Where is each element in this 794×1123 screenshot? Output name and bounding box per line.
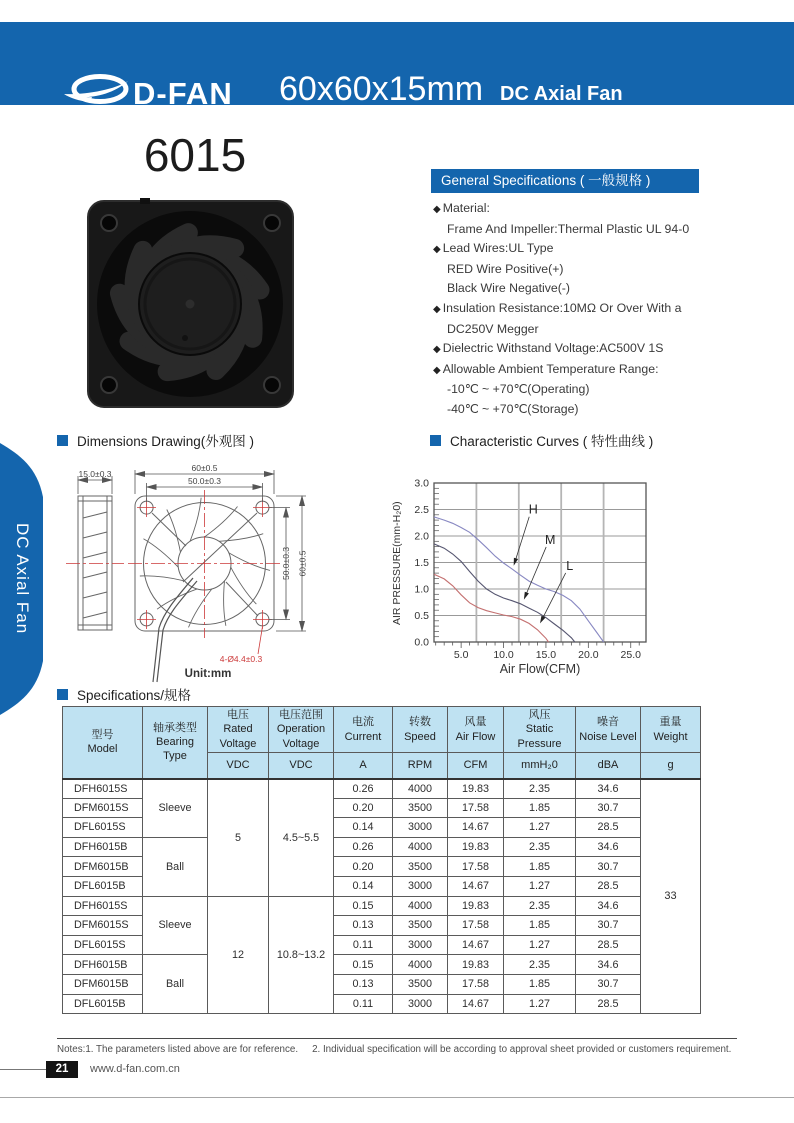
column-header: 噪音 Noise Level (576, 707, 641, 753)
rated-voltage-cell: 5 (208, 779, 269, 897)
value-cell: 1.85 (504, 916, 576, 936)
value-cell: 3500 (393, 916, 448, 936)
bearing-cell: Sleeve (143, 779, 208, 838)
value-cell: 0.15 (334, 955, 393, 975)
value-cell: 1.27 (504, 876, 576, 896)
column-unit: A (334, 753, 393, 779)
specifications-heading: Specifications/规格 (57, 684, 191, 704)
header-bar (0, 22, 794, 111)
weight-cell: 33 (641, 779, 701, 1014)
value-cell: 0.13 (334, 916, 393, 936)
column-header: 重量 Weight (641, 707, 701, 753)
column-header: 电压 Rated Voltage (208, 707, 269, 753)
value-cell: 34.6 (576, 896, 641, 916)
column-header: 电压范围 Operation Voltage (269, 707, 334, 753)
dim-hole-pitch-v-label: 50.0±0.3 (281, 546, 291, 581)
model-cell: DFH6015S (63, 896, 143, 916)
value-cell: 17.58 (448, 974, 504, 994)
value-cell: 17.58 (448, 857, 504, 877)
value-cell: 34.6 (576, 779, 641, 799)
blue-square-icon (57, 689, 68, 700)
value-cell: 4000 (393, 955, 448, 975)
svg-text:15.0: 15.0 (535, 649, 557, 661)
column-unit: VDC (208, 753, 269, 779)
column-header: 轴承类型 Bearing Type (143, 707, 208, 779)
value-cell: 4000 (393, 896, 448, 916)
dimensions-drawing (58, 450, 398, 685)
value-cell: 3500 (393, 974, 448, 994)
dim-depth-label: 15.0±0.3 (78, 469, 112, 479)
value-cell: 19.83 (448, 896, 504, 916)
general-specs-heading: General Specifications ( 一般规格 ) (431, 169, 699, 193)
value-cell: 3000 (393, 935, 448, 955)
value-cell: 3000 (393, 876, 448, 896)
value-cell: 2.35 (504, 837, 576, 857)
table-row (63, 896, 701, 916)
brand-name: D-FAN (133, 76, 233, 111)
value-cell: 1.27 (504, 994, 576, 1014)
general-specs-list (432, 199, 777, 420)
bearing-cell: Ball (143, 837, 208, 896)
dfan-logo-icon (62, 71, 132, 107)
product-type-label: DC Axial Fan (500, 83, 623, 105)
characteristic-curves-chart (391, 471, 676, 686)
value-cell: 0.11 (334, 994, 393, 1014)
value-cell: 14.67 (448, 876, 504, 896)
model-cell: DFH6015B (63, 955, 143, 975)
spec-line: RED Wire Positive(+) (447, 261, 564, 276)
column-header: 风量 Air Flow (448, 707, 504, 753)
blue-square-icon (57, 435, 68, 446)
svg-text:3.0: 3.0 (414, 477, 429, 490)
svg-text:0.0: 0.0 (414, 636, 429, 649)
column-unit: CFM (448, 753, 504, 779)
column-unit: g (641, 753, 701, 779)
spec-line: ◆ Dielectric Withstand Voltage:AC500V 1S (433, 341, 664, 356)
model-cell: DFL6015S (63, 818, 143, 838)
column-unit: VDC (269, 753, 334, 779)
value-cell: 17.58 (448, 916, 504, 936)
value-cell: 0.13 (334, 974, 393, 994)
svg-text:10.0: 10.0 (493, 649, 514, 661)
notes-text: Notes:1. The parameters listed above are for reference. 2. Individual specification will be according to approval sheet provided or customers requirement. (57, 1044, 732, 1055)
curves-heading: Characteristic Curves ( 特性曲线 ) (430, 430, 653, 450)
value-cell: 0.15 (334, 896, 393, 916)
value-cell: 28.5 (576, 818, 641, 838)
dim-outer-height-label: 60±0.5 (297, 550, 308, 577)
value-cell: 3000 (393, 818, 448, 838)
model-cell: DFL6015S (63, 935, 143, 955)
bearing-cell: Ball (143, 955, 208, 1014)
value-cell: 30.7 (576, 974, 641, 994)
table-row (63, 955, 701, 975)
diamond-bullet-icon: ◆ (433, 303, 441, 315)
curve-L (434, 574, 549, 642)
curve-label-L: L (566, 558, 574, 573)
column-header: 型号 Model (63, 707, 143, 779)
rated-voltage-cell: 12 (208, 896, 269, 1014)
spec-line: ◆ Material: (433, 201, 490, 215)
svg-text:1.0: 1.0 (414, 583, 429, 596)
dim-mounting-holes-label: 4-Ø4.4±0.3 (219, 654, 263, 664)
bearing-cell: Sleeve (143, 896, 208, 955)
value-cell: 2.35 (504, 779, 576, 799)
value-cell: 0.20 (334, 798, 393, 818)
svg-text:2.0: 2.0 (414, 530, 429, 543)
page-number-dash (0, 1069, 46, 1070)
diamond-bullet-icon: ◆ (433, 204, 441, 215)
spec-line: ◆ Allowable Ambient Temperature Range: (433, 361, 659, 376)
value-cell: 30.7 (576, 857, 641, 877)
svg-text:0.5: 0.5 (414, 610, 429, 622)
svg-text:1.5: 1.5 (414, 557, 429, 569)
chart-y-axis-label: AIR PRESSURE(mm-H₂0) (391, 501, 403, 625)
model-cell: DFM6015S (63, 798, 143, 818)
diamond-bullet-icon: ◆ (433, 244, 441, 256)
table-row (63, 837, 701, 857)
value-cell: 0.14 (334, 818, 393, 838)
curve-M (434, 544, 575, 642)
value-cell: 4000 (393, 837, 448, 857)
svg-text:2.5: 2.5 (414, 504, 429, 516)
model-cell: DFL6015B (63, 994, 143, 1014)
value-cell: 19.83 (448, 837, 504, 857)
value-cell: 34.6 (576, 955, 641, 975)
value-cell: 0.26 (334, 837, 393, 857)
value-cell: 3000 (393, 994, 448, 1014)
model-cell: DFL6015B (63, 876, 143, 896)
column-unit: RPM (393, 753, 448, 779)
bottom-divider (0, 1097, 794, 1098)
value-cell: 4000 (393, 779, 448, 799)
model-cell: DFH6015B (63, 837, 143, 857)
notes-divider (57, 1038, 737, 1039)
spec-line: ◆ Insulation Resistance:10MΩ Or Over With a (433, 300, 682, 315)
value-cell: 19.83 (448, 955, 504, 975)
operation-voltage-cell: 10.8~13.2 (269, 896, 334, 1014)
spec-line: -40℃ ~ +70℃(Storage) (447, 401, 579, 416)
column-header: 风压 Static Pressure (504, 707, 576, 753)
value-cell: 28.5 (576, 935, 641, 955)
value-cell: 0.14 (334, 876, 393, 896)
column-header: 电流 Current (334, 707, 393, 753)
svg-text:5.0: 5.0 (453, 649, 469, 661)
value-cell: 0.26 (334, 779, 393, 799)
curve-label-H: H (528, 502, 538, 517)
value-cell: 1.27 (504, 935, 576, 955)
curve-label-M: M (544, 532, 556, 547)
fan-product-photo (82, 192, 302, 422)
model-cell: DFM6015B (63, 857, 143, 877)
value-cell: 14.67 (448, 818, 504, 838)
blue-square-icon (430, 435, 441, 446)
diamond-bullet-icon: ◆ (433, 344, 441, 356)
value-cell: 2.35 (504, 955, 576, 975)
value-cell: 19.83 (448, 779, 504, 799)
spec-line: ◆ Lead Wires:UL Type (433, 241, 554, 256)
unit-label: Unit:mm (184, 668, 232, 680)
value-cell: 14.67 (448, 935, 504, 955)
spec-line: -10℃ ~ +70℃(Operating) (447, 382, 590, 397)
spec-line: DC250V Megger (447, 321, 539, 336)
dimensions-heading: Dimensions Drawing(外观图 ) (57, 430, 254, 450)
dim-outer-width-label: 60±0.5 (191, 463, 218, 473)
dim-hole-pitch-h-label: 50.0±0.3 (187, 476, 222, 486)
value-cell: 28.5 (576, 994, 641, 1014)
value-cell: 3500 (393, 857, 448, 877)
side-tab (0, 443, 43, 715)
page-number-badge: 21 (46, 1061, 78, 1078)
value-cell: 34.6 (576, 837, 641, 857)
value-cell: 1.85 (504, 798, 576, 818)
value-cell: 14.67 (448, 994, 504, 1014)
value-cell: 1.85 (504, 857, 576, 877)
value-cell: 3500 (393, 798, 448, 818)
value-cell: 30.7 (576, 798, 641, 818)
value-cell: 30.7 (576, 916, 641, 936)
website-url: www.d-fan.com.cn (90, 1063, 180, 1075)
value-cell: 28.5 (576, 876, 641, 896)
value-cell: 1.27 (504, 818, 576, 838)
svg-text:25.0: 25.0 (620, 649, 641, 661)
spec-line: Black Wire Negative(-) (447, 281, 570, 296)
chart-x-axis-label: Air Flow(CFM) (499, 662, 581, 676)
product-size-title: 60x60x15mm (279, 70, 484, 108)
value-cell: 17.58 (448, 798, 504, 818)
column-unit: mmH₂0 (504, 753, 576, 779)
model-cell: DFM6015S (63, 916, 143, 936)
curve-plot (396, 471, 676, 671)
model-number-title: 6015 (143, 129, 247, 181)
operation-voltage-cell: 4.5~5.5 (269, 779, 334, 897)
specifications-table (62, 706, 701, 1014)
column-unit: dBA (576, 753, 641, 779)
value-cell: 0.20 (334, 857, 393, 877)
side-tab-label: DC Axial Fan (13, 523, 32, 635)
model-cell: DFH6015S (63, 779, 143, 799)
model-cell: DFM6015B (63, 974, 143, 994)
value-cell: 1.85 (504, 974, 576, 994)
value-cell: 2.35 (504, 896, 576, 916)
spec-line: Frame And Impeller:Thermal Plastic UL 94-0 (447, 221, 690, 236)
column-header: 转数 Speed (393, 707, 448, 753)
value-cell: 0.11 (334, 935, 393, 955)
table-row (63, 779, 701, 799)
diamond-bullet-icon: ◆ (433, 364, 441, 376)
svg-text:20.0: 20.0 (578, 649, 599, 661)
